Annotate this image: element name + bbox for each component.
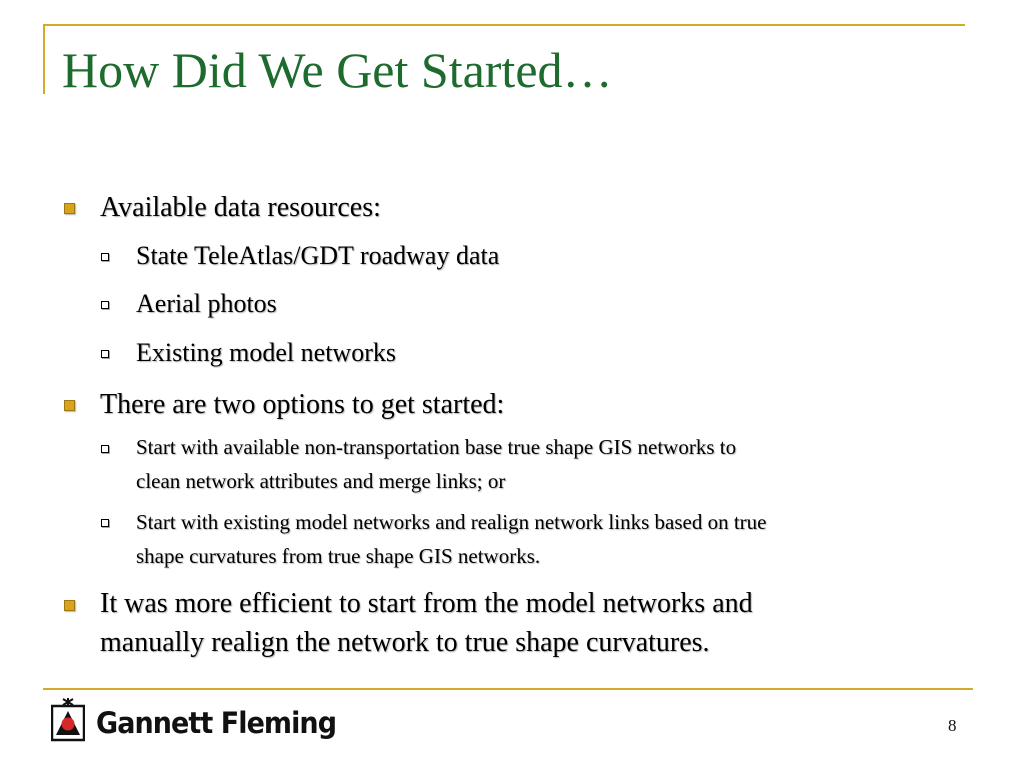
bullet-item-continuation: manually realign the network to true shape curvatures. <box>100 627 710 658</box>
bullet-item: Available data resources: <box>100 192 381 223</box>
bottom-rule <box>43 688 973 690</box>
hollow-square-bullet-icon <box>101 350 109 358</box>
bullet-item: Start with existing model networks and realign network links based on true <box>136 510 767 534</box>
bullet-item: State TeleAtlas/GDT roadway data <box>136 241 500 270</box>
hollow-square-bullet-icon <box>101 445 109 453</box>
hollow-square-bullet-icon <box>101 519 109 527</box>
bullet-item: Aerial photos <box>136 289 277 318</box>
bullet-item-continuation: clean network attributes and merge links; or <box>136 469 506 493</box>
bullet-item: It was more efficient to start from the model networks and <box>100 588 753 619</box>
bullet-item: Start with available non-transportation base true shape GIS networks to <box>136 435 737 459</box>
bullet-item: There are two options to get started: <box>100 389 505 420</box>
hollow-square-bullet-icon <box>101 253 109 261</box>
slide-title: How Did We Get Started… <box>62 42 613 98</box>
square-bullet-icon <box>64 600 75 611</box>
bullet-item-continuation: shape curvatures from true shape GIS networks. <box>136 544 541 568</box>
gannett-fleming-logo-icon <box>51 697 85 745</box>
page-number: 8 <box>948 716 957 735</box>
square-bullet-icon <box>64 203 75 214</box>
bullet-item: Existing model networks <box>136 338 396 367</box>
logo-wordmark: Gannett Fleming <box>96 706 337 740</box>
hollow-square-bullet-icon <box>101 301 109 309</box>
square-bullet-icon <box>64 400 75 411</box>
